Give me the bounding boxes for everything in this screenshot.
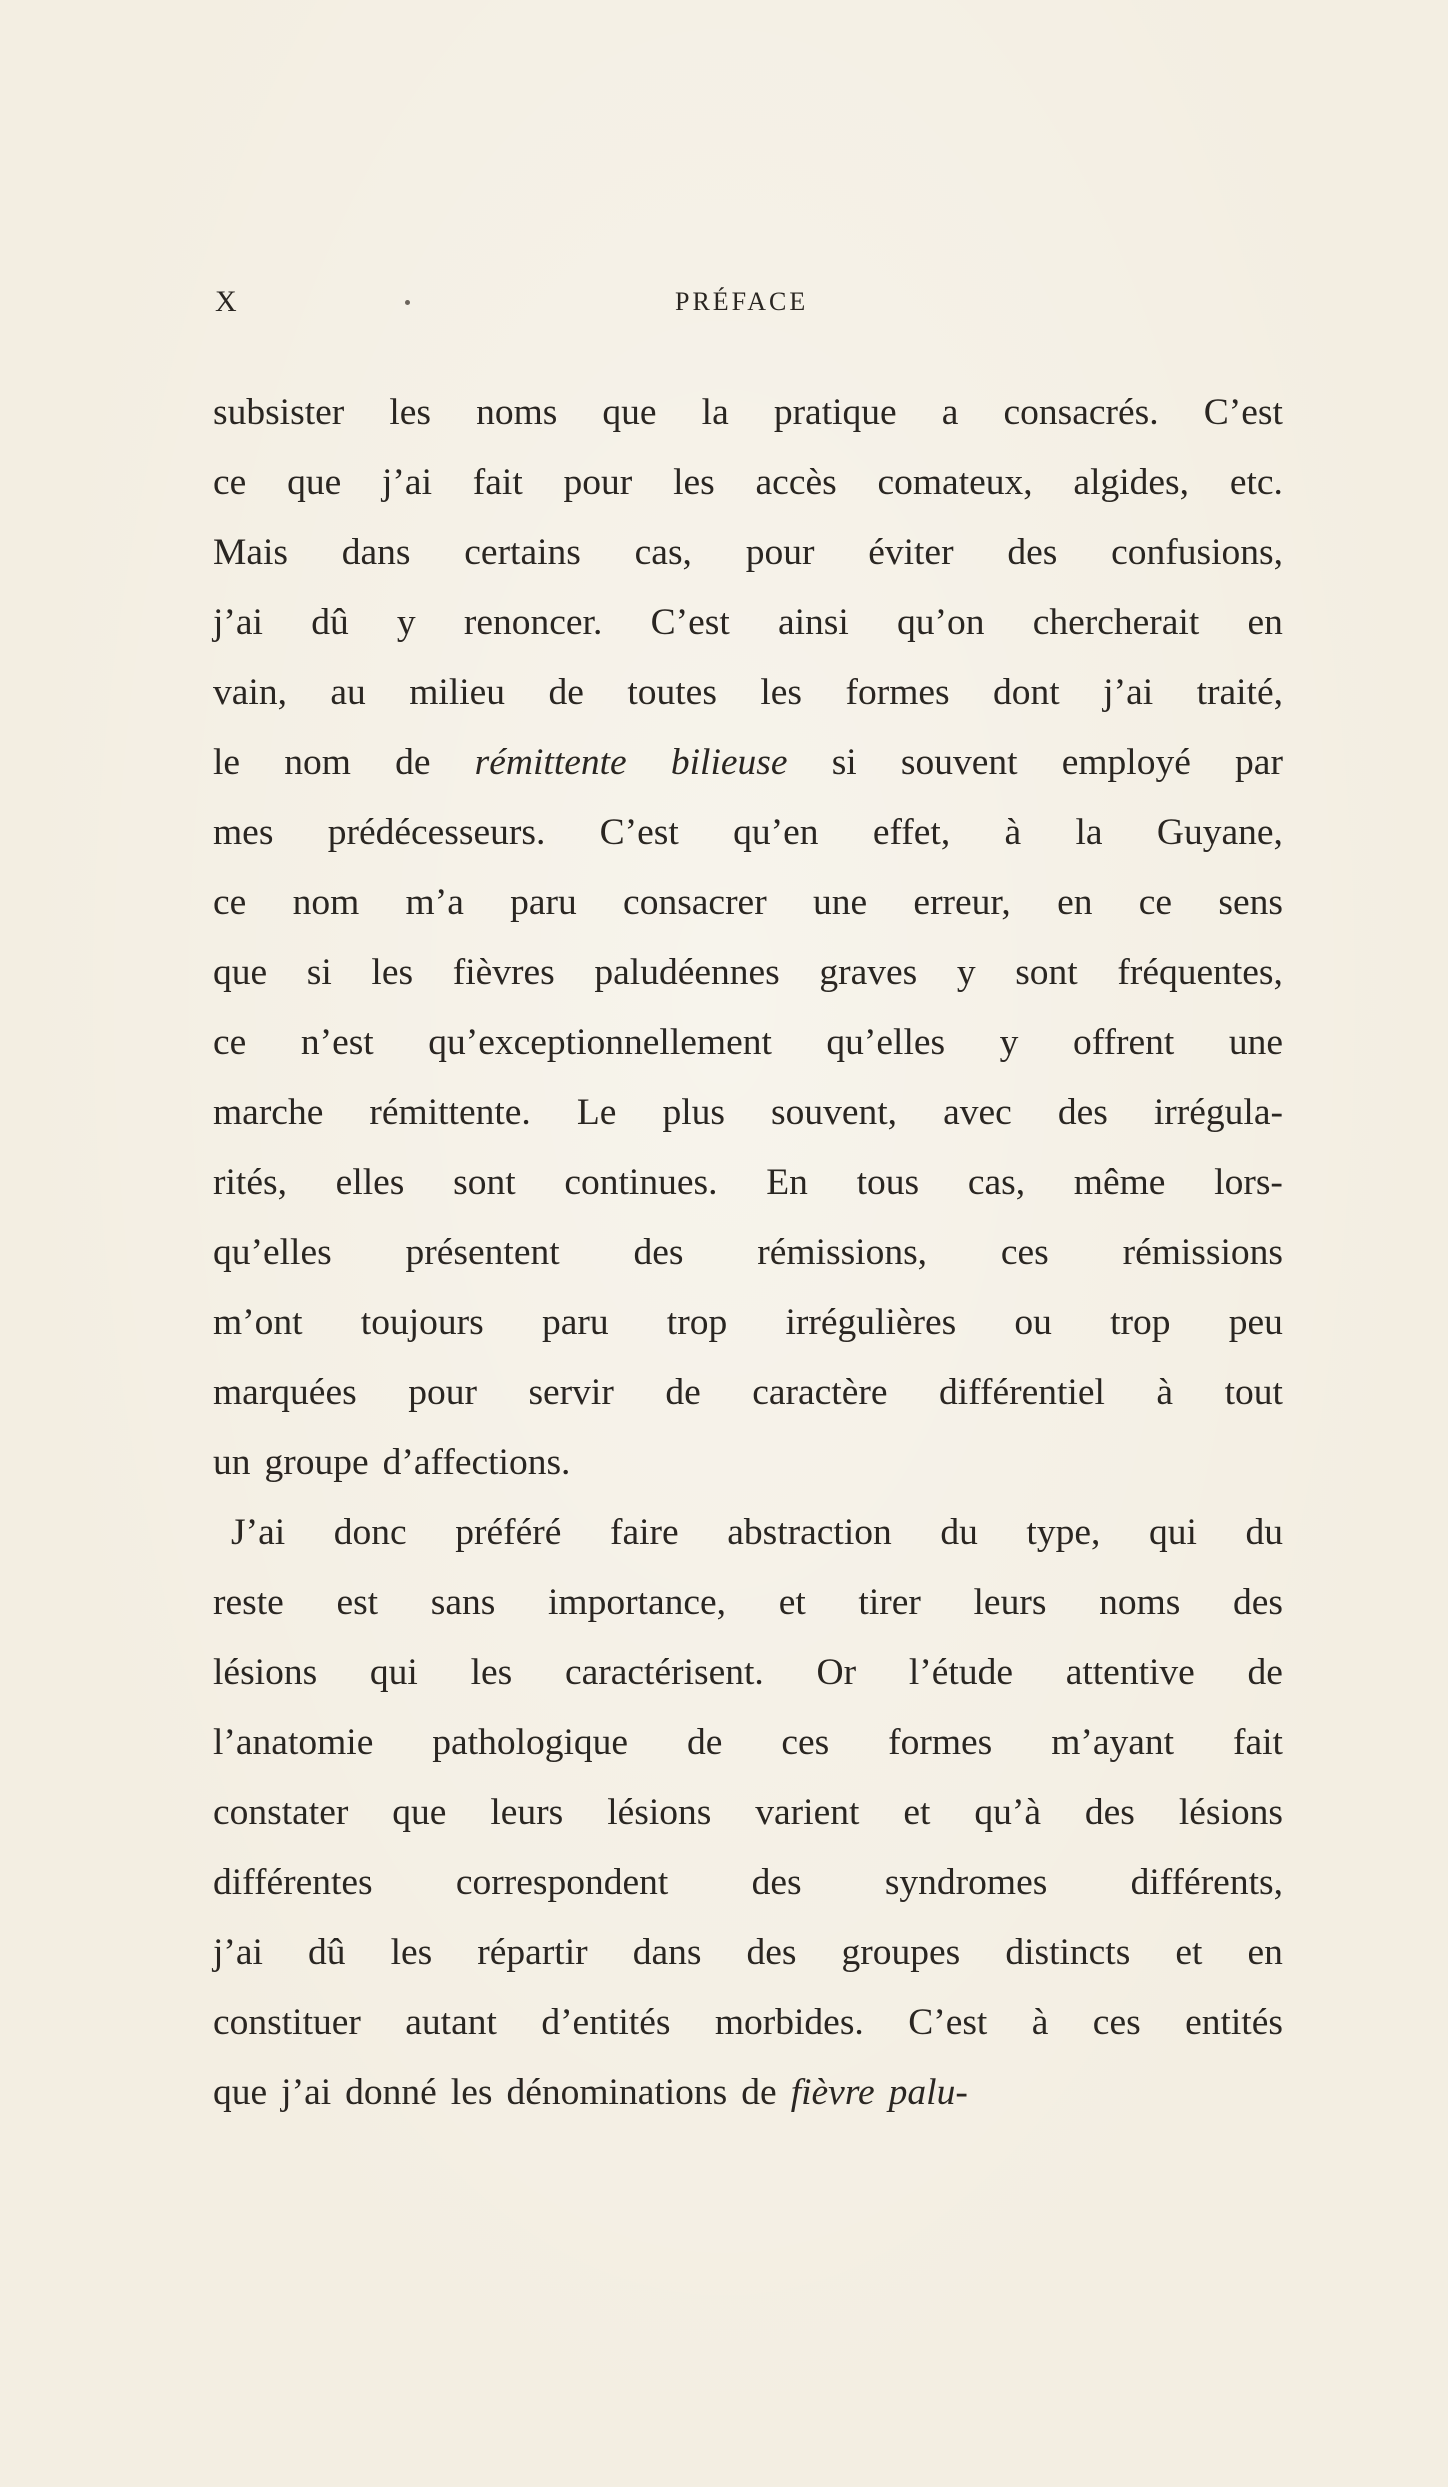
word: paru (510, 882, 577, 923)
word: que (602, 392, 657, 433)
word: préféré (455, 1512, 562, 1553)
word: différents, (1130, 1862, 1283, 1903)
word: reste (213, 1582, 284, 1623)
word: des (1232, 1582, 1283, 1623)
word: le (213, 742, 241, 783)
printer-dot (405, 300, 410, 305)
word: ce (213, 882, 247, 923)
word: ce (1138, 882, 1173, 923)
word: nom (292, 882, 360, 923)
word: caractère (752, 1372, 888, 1413)
word: qui (369, 1652, 418, 1693)
word: dans (341, 532, 411, 573)
word: renoncer. (463, 602, 603, 643)
word: peu (1228, 1302, 1283, 1343)
word: groupe (264, 1442, 369, 1483)
word: fréquentes, (1117, 952, 1283, 993)
word: y (956, 952, 976, 993)
word: ou (1014, 1302, 1052, 1343)
word: erreur, (913, 882, 1011, 923)
word: différentiel (939, 1372, 1105, 1413)
word: donné (345, 2072, 437, 2113)
word: cas, (634, 532, 692, 573)
word: j’ai (213, 1932, 263, 1973)
word: à (1156, 1372, 1174, 1413)
word: et (903, 1792, 931, 1833)
word: que (392, 1792, 447, 1833)
word: des (1084, 1792, 1135, 1833)
word: fait (472, 462, 523, 503)
word: qu’elles (826, 1022, 946, 1063)
word: d’entités (541, 2002, 671, 2043)
word: fièvre (790, 2072, 875, 2113)
word: au (330, 672, 366, 713)
word: lésions (607, 1792, 712, 1833)
word: pratique (773, 392, 897, 433)
word: rémittente. (369, 1092, 531, 1133)
word: bilieuse (670, 742, 788, 783)
word: lésions (213, 1652, 318, 1693)
word: les (389, 392, 431, 433)
word: m’a (405, 882, 464, 923)
word: du (940, 1512, 978, 1553)
word: que (213, 2072, 268, 2113)
word: des (746, 1932, 797, 1973)
word: rités, (213, 1162, 287, 1203)
word: leurs (973, 1582, 1047, 1623)
word: pour (408, 1372, 477, 1413)
word: toutes (627, 672, 717, 713)
word: attentive (1065, 1652, 1195, 1693)
word: qu’on (897, 602, 985, 643)
word: les (390, 1932, 433, 1973)
word: et (1175, 1932, 1203, 1973)
word: dans (632, 1932, 702, 1973)
word: palu- (888, 2072, 968, 2113)
text-line (213, 798, 1283, 868)
word: confusions, (1111, 532, 1283, 573)
word: de (741, 2072, 777, 2113)
word: qu’elles (213, 1232, 332, 1273)
word: j’ai (281, 2072, 332, 2113)
word: accès (755, 462, 837, 503)
word: rémissions, (757, 1232, 928, 1273)
text-line (213, 1498, 1283, 1568)
word: sens (1218, 882, 1283, 923)
text-line (213, 588, 1283, 658)
word: cas, (967, 1162, 1026, 1203)
word: les (470, 1652, 513, 1693)
word: Mais (213, 532, 288, 573)
word: de (395, 742, 431, 783)
word: leurs (490, 1792, 564, 1833)
word: formes (845, 672, 950, 713)
word: rémissions (1122, 1232, 1283, 1273)
word: constituer (213, 2002, 361, 2043)
word: et (778, 1582, 806, 1623)
word: irrégula- (1153, 1092, 1283, 1133)
word: de (687, 1722, 723, 1763)
word: les (760, 672, 803, 713)
text-line (213, 1078, 1283, 1148)
word: la (1075, 812, 1103, 853)
word: traité, (1196, 672, 1283, 713)
word: type, (1026, 1512, 1101, 1553)
word: ce (213, 1022, 247, 1063)
word: une (1228, 1022, 1283, 1063)
running-head: PRÉFACE (675, 287, 809, 316)
text-line (213, 1848, 1283, 1918)
word: pour (563, 462, 633, 503)
word: en (1247, 1932, 1283, 1973)
word: nom (284, 742, 351, 783)
text-line (213, 1148, 1283, 1218)
word: ce (213, 462, 247, 503)
word: abstraction (727, 1512, 892, 1553)
word: milieu (409, 672, 506, 713)
page-header (215, 282, 1280, 322)
word: pathologique (432, 1722, 629, 1763)
word: une (812, 882, 868, 923)
word: j’ai (1103, 672, 1154, 713)
word: paru (541, 1302, 609, 1343)
text-line (213, 1358, 1283, 1428)
word: ces (1092, 2002, 1141, 2043)
word: que (287, 462, 342, 503)
word: sont (1015, 952, 1078, 993)
word: employé (1061, 742, 1191, 783)
word: des (633, 1232, 684, 1273)
text-line (213, 1568, 1283, 1638)
text-line (213, 1918, 1283, 1988)
word: J’ai (231, 1512, 286, 1553)
word: En (766, 1162, 808, 1203)
text-line (213, 448, 1283, 518)
text-line (213, 1428, 1283, 1498)
text-line (213, 1708, 1283, 1778)
word: même (1073, 1162, 1166, 1203)
word: effet, (872, 812, 951, 853)
text-line (213, 1288, 1283, 1358)
word: subsister (213, 392, 345, 433)
word: consacrés. (1003, 392, 1159, 433)
word: qui (1148, 1512, 1197, 1553)
word: trop (1110, 1302, 1171, 1343)
word: de (548, 672, 584, 713)
word: j’ai (382, 462, 432, 503)
word: etc. (1229, 462, 1283, 503)
word: marquées (213, 1372, 357, 1413)
word: varient (755, 1792, 860, 1833)
page-number: X (215, 285, 239, 318)
word: noms (1099, 1582, 1181, 1623)
word: des (751, 1862, 802, 1903)
word: servir (528, 1372, 614, 1413)
word: fait (1233, 1722, 1283, 1763)
word: des (1007, 532, 1058, 573)
word: y (396, 602, 416, 643)
word: Or (816, 1652, 857, 1693)
word: répartir (477, 1932, 588, 1973)
text-line (213, 1778, 1283, 1848)
word: un (213, 1442, 251, 1483)
word: fièvres (452, 952, 555, 993)
word: que (213, 952, 268, 993)
word: si (306, 952, 332, 993)
word: consacrer (623, 882, 767, 923)
text-line (213, 2058, 1283, 2128)
text-line (213, 1218, 1283, 1288)
word: les (371, 952, 414, 993)
word: distincts (1005, 1932, 1131, 1973)
word: syndromes (884, 1862, 1048, 1903)
word: morbides. (714, 2002, 864, 2043)
text-line (213, 728, 1283, 798)
word: est (336, 1582, 379, 1623)
word: pour (745, 532, 815, 573)
word: mes (213, 812, 274, 853)
word: chercherait (1032, 602, 1200, 643)
word: d’affections. (382, 1442, 571, 1483)
word: des (1057, 1092, 1108, 1133)
word: qu’exceptionnellement (428, 1022, 772, 1063)
word: vain, (213, 672, 287, 713)
word: correspondent (455, 1862, 669, 1903)
word: donc (333, 1512, 407, 1553)
word: Le (576, 1092, 617, 1133)
word: n’est (300, 1022, 374, 1063)
word: faire (609, 1512, 679, 1553)
text-line (213, 518, 1283, 588)
word: les (673, 462, 715, 503)
word: j’ai (213, 602, 263, 643)
word: à (1004, 812, 1022, 853)
word: souvent (900, 742, 1018, 783)
word: elles (335, 1162, 405, 1203)
word: irrégulières (785, 1302, 957, 1343)
word: importance, (547, 1582, 727, 1623)
word: C’est (650, 602, 730, 643)
word: plus (662, 1092, 725, 1133)
word: par (1235, 742, 1283, 783)
word: à (1031, 2002, 1049, 2043)
word: trop (666, 1302, 728, 1343)
word: en (1057, 882, 1093, 923)
word: constater (213, 1792, 349, 1833)
word: la (701, 392, 729, 433)
word: noms (476, 392, 558, 433)
word: l’anatomie (213, 1722, 374, 1763)
word: paludéennes (594, 952, 780, 993)
word: qu’en (733, 812, 819, 853)
word: graves (819, 952, 918, 993)
text-line (213, 868, 1283, 938)
text-line (213, 658, 1283, 728)
word: lors- (1214, 1162, 1283, 1203)
word: qu’à (974, 1792, 1041, 1833)
word: algides, (1073, 462, 1190, 503)
word: de (1247, 1652, 1283, 1693)
word: les (450, 2072, 493, 2113)
word: présentent (405, 1232, 560, 1273)
word: formes (888, 1722, 993, 1763)
word: comateux, (877, 462, 1033, 503)
word: dû (311, 602, 349, 643)
word: tirer (858, 1582, 921, 1623)
body-text (213, 378, 1283, 2128)
word: marche (213, 1092, 324, 1133)
word: ces (781, 1722, 830, 1763)
word: dû (308, 1932, 346, 1973)
word: si (831, 742, 857, 783)
word: y (999, 1022, 1019, 1063)
text-line (213, 938, 1283, 1008)
word: ces (1000, 1232, 1049, 1273)
word: C’est (908, 2002, 988, 2043)
word: m’ont (213, 1302, 303, 1343)
word: sans (430, 1582, 496, 1623)
word: continues. (564, 1162, 718, 1203)
word: certains (464, 532, 581, 573)
word: en (1247, 602, 1283, 643)
word: du (1245, 1512, 1283, 1553)
word: dénominations (506, 2072, 728, 2113)
word: prédécesseurs. (327, 812, 546, 853)
word: souvent, (771, 1092, 898, 1133)
word: rémittente (474, 742, 627, 783)
word: caractérisent. (564, 1652, 764, 1693)
word: offrent (1072, 1022, 1175, 1063)
word: lésions (1178, 1792, 1283, 1833)
text-line (213, 1638, 1283, 1708)
text-line (213, 1008, 1283, 1078)
word: a (941, 392, 959, 433)
text-line (213, 1988, 1283, 2058)
word: sont (453, 1162, 516, 1203)
word: C’est (1203, 392, 1283, 433)
word: autant (405, 2002, 497, 2043)
word: ainsi (777, 602, 849, 643)
word: entités (1185, 2002, 1283, 2043)
word: l’étude (908, 1652, 1013, 1693)
word: tous (856, 1162, 920, 1203)
word: différentes (213, 1862, 373, 1903)
word: éviter (868, 532, 954, 573)
text-line (213, 378, 1283, 448)
word: de (665, 1372, 701, 1413)
word: dont (993, 672, 1060, 713)
word: avec (943, 1092, 1012, 1133)
word: Guyane, (1156, 812, 1283, 853)
word: m’ayant (1051, 1722, 1175, 1763)
word: groupes (841, 1932, 961, 1973)
word: toujours (360, 1302, 484, 1343)
word: C’est (599, 812, 679, 853)
word: tout (1224, 1372, 1283, 1413)
